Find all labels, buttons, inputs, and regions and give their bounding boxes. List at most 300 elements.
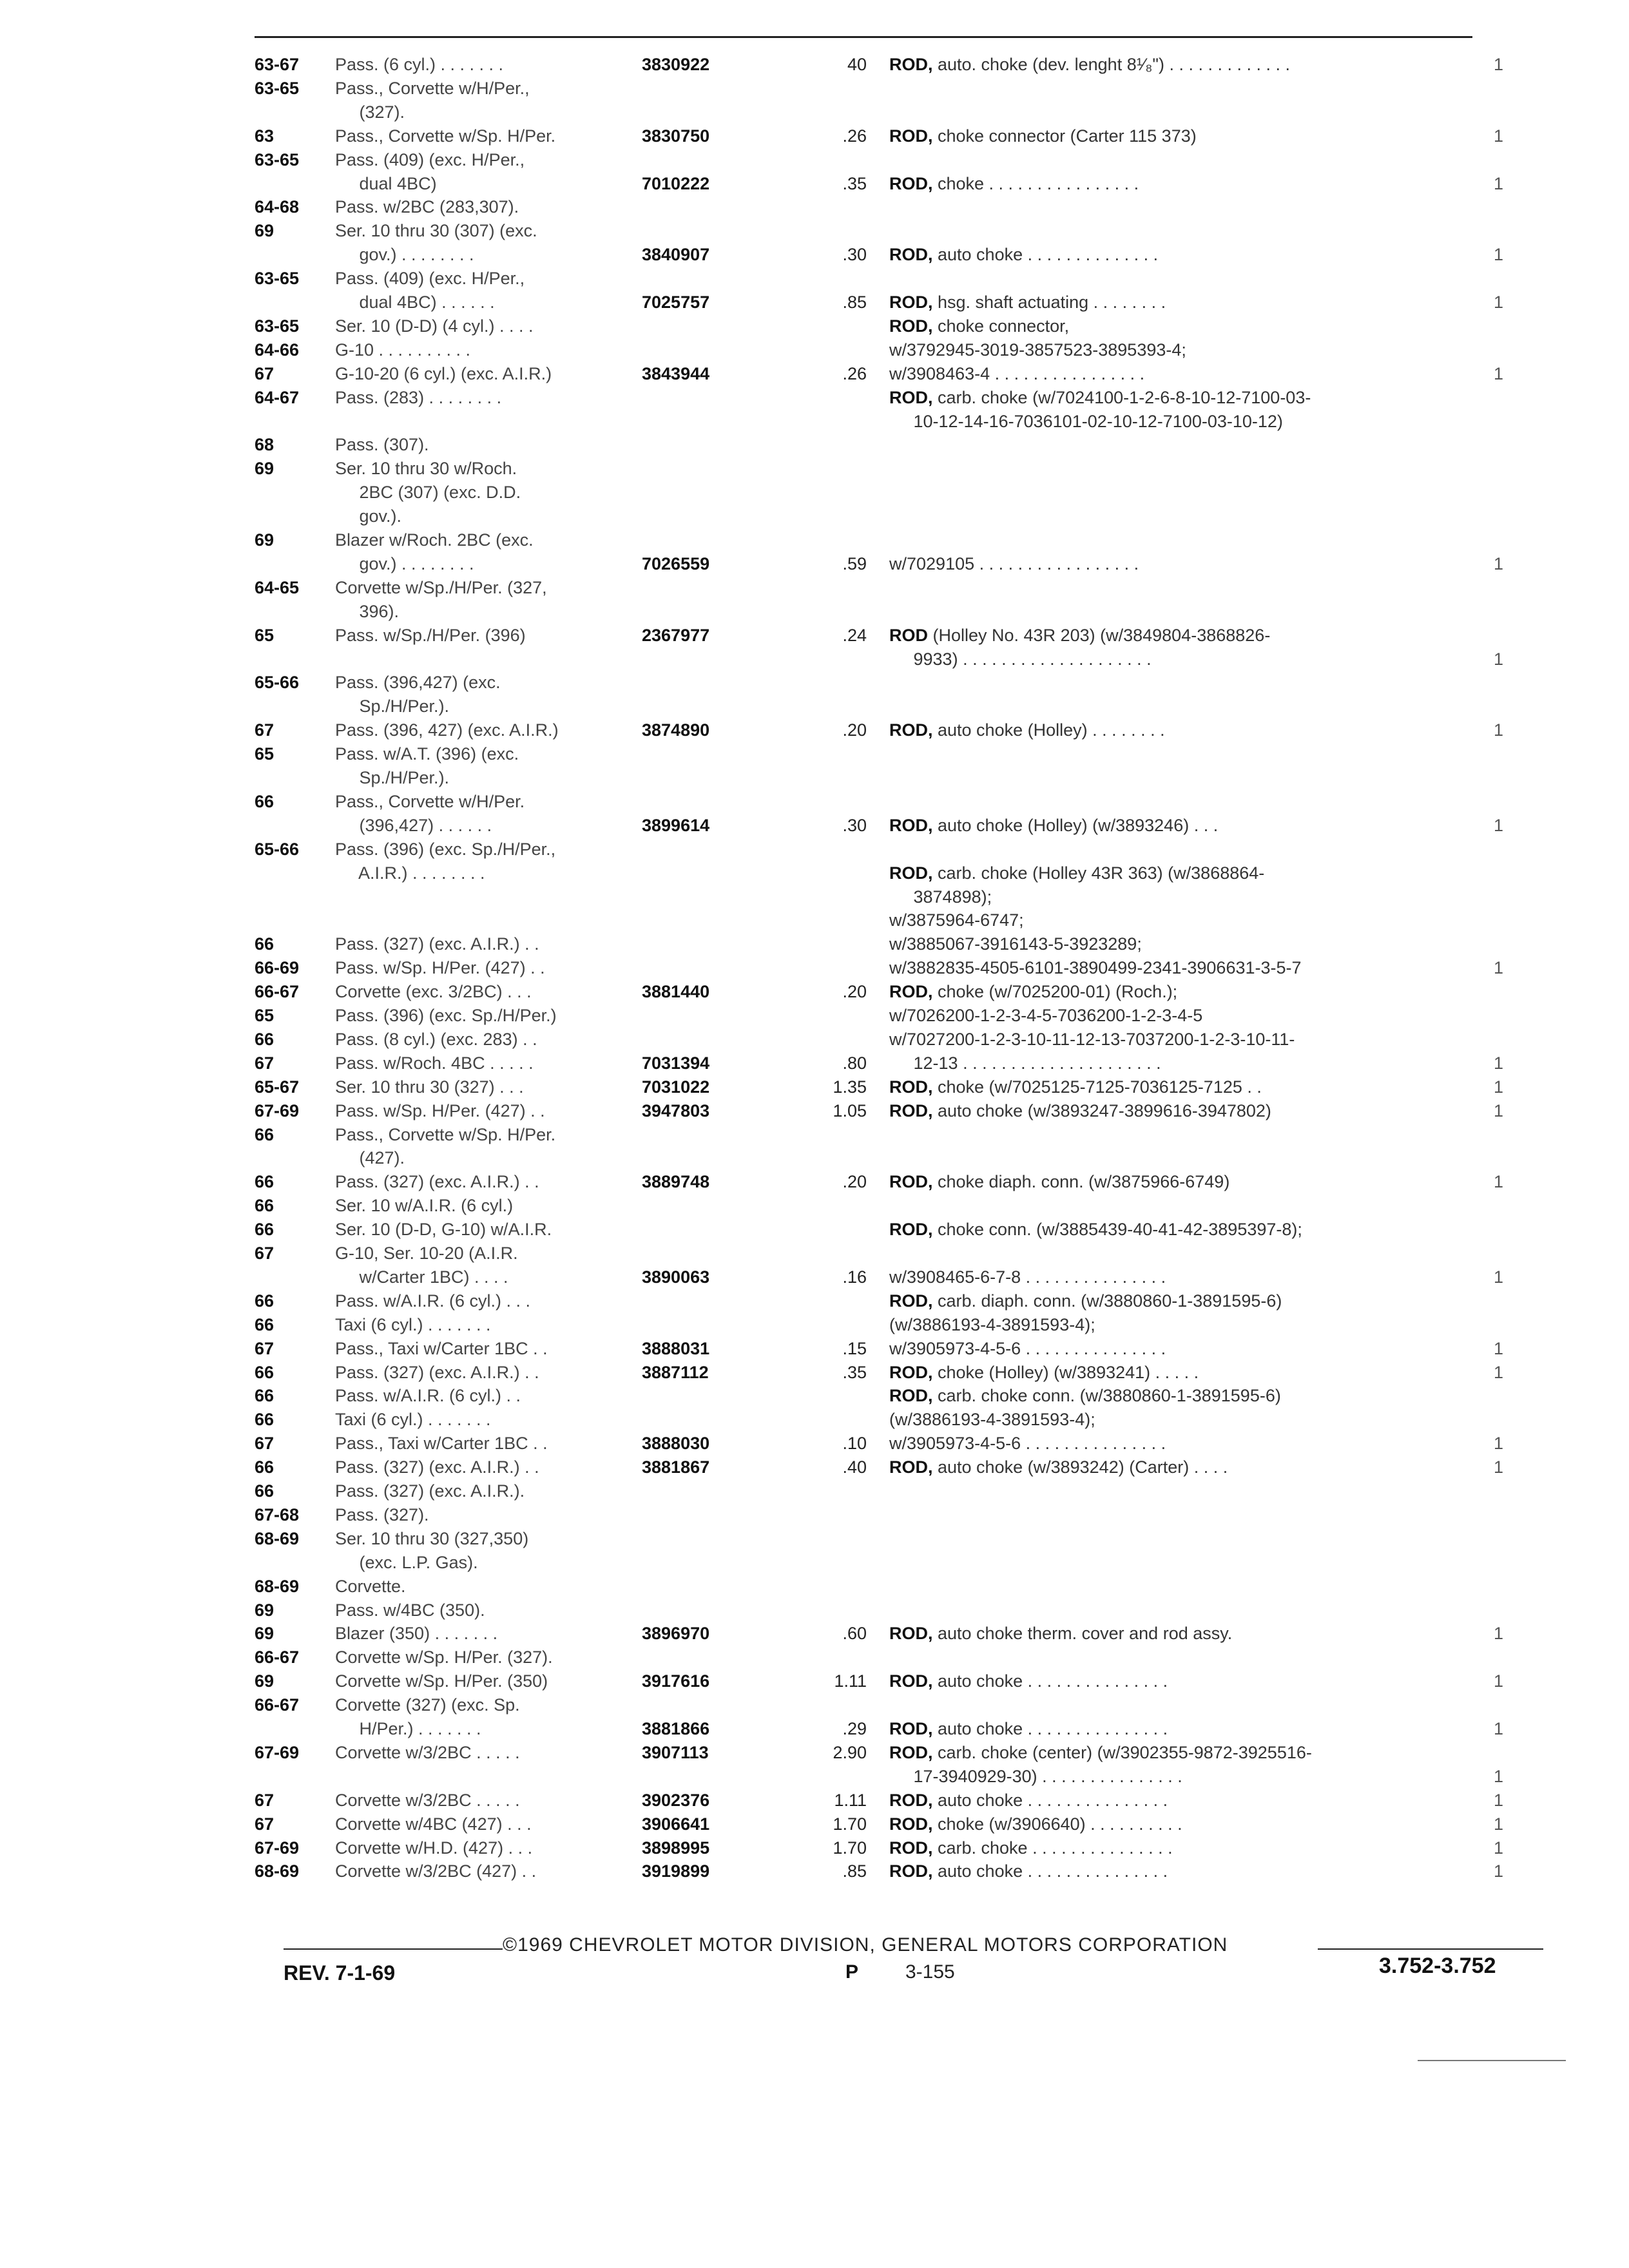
application-description: Corvette w/3/2BC . . . . . — [335, 1743, 520, 1762]
part-description — [889, 1717, 1168, 1740]
model-year: 69 — [255, 221, 275, 240]
part-number: 3881867 — [642, 1457, 710, 1477]
part-description — [889, 1836, 1173, 1860]
model-year: 67-69 — [255, 1743, 300, 1762]
table-row — [0, 1432, 1629, 1455]
part-number: 3881866 — [642, 1719, 710, 1738]
part-description — [889, 648, 1152, 671]
application-description: Pass. (396,427) (exc. — [335, 673, 501, 692]
quantity: 1 — [1494, 649, 1504, 669]
list-price: .26 — [842, 364, 867, 383]
part-detail: choke conn. (w/3885439-40-41-42-3895397-8); — [932, 1220, 1302, 1239]
application-description: Pass. (409) (exc. H/Per., — [335, 269, 525, 288]
table-row — [0, 671, 1629, 694]
table-row — [0, 1028, 1629, 1051]
model-year: 63-65 — [255, 316, 300, 336]
application-description: (exc. L.P. Gas). — [335, 1553, 478, 1572]
model-year: 65 — [255, 626, 275, 645]
table-row — [0, 1146, 1629, 1169]
table-row — [0, 1265, 1629, 1289]
list-price: 1.05 — [833, 1101, 867, 1120]
application-description: Pass. w/Sp./H/Per. (396) — [335, 626, 526, 645]
application-description: Pass., Corvette w/H/Per., — [335, 79, 530, 98]
quantity: 1 — [1494, 1267, 1504, 1287]
model-year: 66 — [255, 1030, 275, 1049]
part-description — [889, 1432, 1166, 1455]
part-name: ROD, — [889, 293, 933, 312]
application-description: w/Carter 1BC) . . . . — [335, 1267, 508, 1287]
part-detail: (Holley No. 43R 203) (w/3849804-3868826- — [928, 626, 1271, 645]
part-detail: auto choke (Holley) . . . . . . . . — [932, 720, 1165, 740]
application-description: Pass., Taxi w/Carter 1BC . . — [335, 1339, 548, 1358]
application-description: Pass. (327) (exc. A.I.R.) . . — [335, 934, 539, 954]
model-year: 66 — [255, 1481, 275, 1501]
model-year: 63-65 — [255, 79, 300, 98]
list-price: .16 — [842, 1267, 867, 1287]
table-row — [0, 1170, 1629, 1193]
model-year: 69 — [255, 459, 275, 478]
list-price: 1.70 — [833, 1814, 867, 1834]
table-row — [0, 908, 1629, 932]
part-detail: choke . . . . . . . . . . . . . . . . — [932, 174, 1139, 193]
part-description — [889, 1456, 1228, 1479]
part-name: ROD, — [889, 126, 933, 146]
part-detail: w/7029105 . . . . . . . . . . . . . . . . . — [889, 554, 1139, 573]
top-rule — [255, 36, 1472, 38]
table-row — [0, 1527, 1629, 1550]
list-price: .20 — [842, 1172, 867, 1191]
part-description — [889, 314, 1069, 338]
model-year: 65-66 — [255, 840, 300, 859]
table-row — [0, 1123, 1629, 1146]
table-row — [0, 53, 1629, 76]
application-description: Ser. 10 thru 30 w/Roch. — [335, 459, 517, 478]
part-description — [889, 1622, 1232, 1645]
quantity: 1 — [1494, 720, 1504, 740]
part-name: ROD, — [889, 816, 933, 835]
model-year: 66-67 — [255, 1695, 300, 1715]
table-row — [0, 932, 1629, 956]
model-year: 68 — [255, 435, 275, 454]
part-name: ROD, — [889, 1291, 933, 1311]
part-detail: auto choke . . . . . . . . . . . . . . — [932, 245, 1159, 264]
part-description — [889, 124, 1197, 148]
table-row — [0, 861, 1629, 885]
application-description: Sp./H/Per.). — [335, 768, 450, 787]
application-description: Pass. w/Sp. H/Per. (427) . . — [335, 1101, 545, 1120]
part-number: 7025757 — [642, 293, 710, 312]
part-detail: carb. choke (center) (w/3902355-9872-3925516- — [932, 1743, 1312, 1762]
model-year: 66 — [255, 1315, 275, 1334]
list-price: .29 — [842, 1719, 867, 1738]
application-description: Corvette (exc. 3/2BC) . . . — [335, 982, 532, 1001]
table-row — [0, 1741, 1629, 1764]
table-row — [0, 1289, 1629, 1312]
model-year: 66 — [255, 1410, 275, 1429]
application-description: Pass. (396) (exc. Sp./H/Per.) — [335, 1006, 557, 1025]
application-description: Pass. w/A.I.R. (6 cyl.) . . . — [335, 1291, 531, 1311]
part-number: 3840907 — [642, 245, 710, 264]
part-number: 3888031 — [642, 1339, 710, 1358]
model-year: 66-69 — [255, 958, 300, 977]
part-detail: 10-12-14-16-7036101-02-10-12-7100-03-10-12) — [889, 412, 1283, 431]
quantity: 1 — [1494, 1101, 1504, 1120]
model-year: 67 — [255, 1434, 275, 1453]
model-year: 66 — [255, 1291, 275, 1311]
model-year: 65-67 — [255, 1077, 300, 1097]
application-description: Ser. 10 thru 30 (307) (exc. — [335, 221, 537, 240]
quantity: 1 — [1494, 1172, 1504, 1191]
model-year: 67-69 — [255, 1838, 300, 1858]
part-number: 2367977 — [642, 626, 710, 645]
table-row — [0, 433, 1629, 456]
part-description — [889, 1170, 1229, 1193]
list-price: 40 — [847, 55, 867, 74]
part-detail: choke (w/7025125-7125-7036125-7125 . . — [932, 1077, 1262, 1097]
model-year: 63-67 — [255, 55, 300, 74]
part-name: ROD, — [889, 1861, 933, 1881]
list-price: .20 — [842, 720, 867, 740]
list-price: .20 — [842, 982, 867, 1001]
model-year: 64-65 — [255, 578, 300, 597]
application-description: Corvette. — [335, 1577, 406, 1596]
part-name: ROD, — [889, 245, 933, 264]
part-description — [889, 1028, 1295, 1051]
application-description: Pass. w/Sp. H/Per. (427) . . — [335, 958, 545, 977]
quantity: 1 — [1494, 1624, 1504, 1643]
table-row — [0, 1099, 1629, 1122]
part-name: ROD, — [889, 982, 933, 1001]
part-description — [889, 932, 1142, 956]
table-row — [0, 814, 1629, 837]
footer-rule-left — [284, 1948, 503, 1950]
part-description — [889, 1289, 1282, 1312]
part-description — [889, 908, 1024, 932]
table-row — [0, 695, 1629, 718]
part-detail: auto choke therm. cover and rod assy. — [932, 1624, 1233, 1643]
part-name: ROD, — [889, 1077, 933, 1097]
part-number: 7010222 — [642, 174, 710, 193]
quantity: 1 — [1494, 1339, 1504, 1358]
part-detail: w/3792945-3019-3857523-3895393-4; — [889, 340, 1186, 360]
part-description — [889, 1052, 1161, 1075]
part-name: ROD, — [889, 1624, 933, 1643]
application-description: gov.) . . . . . . . . — [335, 245, 474, 264]
part-description — [889, 362, 1144, 385]
list-price: .35 — [842, 1363, 867, 1382]
list-price: .26 — [842, 126, 867, 146]
application-description: Pass. (6 cyl.) . . . . . . . — [335, 55, 504, 74]
part-description — [889, 1004, 1202, 1027]
part-detail: auto. choke (dev. lenght 8¹⁄₈") . . . . . . . . . . . . . — [932, 55, 1291, 74]
table-row — [0, 1575, 1629, 1598]
application-description: Pass. w/2BC (283,307). — [335, 197, 519, 216]
part-detail: auto choke . . . . . . . . . . . . . . . — [932, 1791, 1168, 1810]
list-price: .35 — [842, 174, 867, 193]
part-description — [889, 1669, 1168, 1693]
part-description — [889, 386, 1311, 409]
part-number: 3843944 — [642, 364, 710, 383]
table-row — [0, 195, 1629, 218]
page-letter: P — [845, 1961, 859, 1983]
part-name: ROD, — [889, 1386, 933, 1405]
table-row — [0, 1551, 1629, 1574]
table-row — [0, 1075, 1629, 1099]
part-name: ROD, — [889, 55, 933, 74]
model-year: 67-69 — [255, 1101, 300, 1120]
application-description: G-10, Ser. 10-20 (A.I.R. — [335, 1244, 518, 1263]
application-description: Pass. (327) (exc. A.I.R.). — [335, 1481, 525, 1501]
model-year: 66 — [255, 1386, 275, 1405]
table-row — [0, 1384, 1629, 1407]
part-description — [889, 1337, 1166, 1360]
copyright-line: ©1969 CHEVROLET MOTOR DIVISION, GENERAL MOTORS CORPORATION — [503, 1934, 1228, 1956]
part-description — [889, 814, 1218, 837]
application-description: Corvette (327) (exc. Sp. — [335, 1695, 520, 1715]
list-price: .15 — [842, 1339, 867, 1358]
part-detail: w/3905973-4-5-6 . . . . . . . . . . . . . . . — [889, 1339, 1166, 1358]
list-price: .59 — [842, 554, 867, 573]
application-description: A.I.R.) . . . . . . . . — [335, 863, 485, 883]
model-year: 68-69 — [255, 1529, 300, 1548]
part-description — [889, 410, 1283, 433]
part-description — [889, 53, 1290, 76]
table-row — [0, 219, 1629, 242]
table-row — [0, 742, 1629, 765]
model-year: 67 — [255, 1339, 275, 1358]
model-year: 63-65 — [255, 150, 300, 169]
quantity: 1 — [1494, 55, 1504, 74]
part-detail: choke connector, — [932, 316, 1070, 336]
part-description — [889, 172, 1139, 195]
table-row — [0, 1337, 1629, 1360]
model-year: 65-66 — [255, 673, 300, 692]
application-description: Taxi (6 cyl.) . . . . . . . — [335, 1410, 491, 1429]
part-description — [889, 861, 1264, 885]
part-number: 3919899 — [642, 1861, 710, 1881]
table-row — [0, 291, 1629, 314]
revision-date: REV. 7-1-69 — [284, 1961, 396, 1984]
list-price: .24 — [842, 626, 867, 645]
model-year: 63-65 — [255, 269, 300, 288]
list-price: .30 — [842, 816, 867, 835]
model-year: 67 — [255, 1814, 275, 1834]
part-description — [889, 1765, 1182, 1788]
part-name: ROD, — [889, 1220, 933, 1239]
application-description: Ser. 10 w/A.I.R. (6 cyl.) — [335, 1196, 514, 1215]
table-row — [0, 362, 1629, 385]
part-detail: (w/3886193-4-3891593-4); — [889, 1410, 1095, 1429]
application-description: Ser. 10 (D-D, G-10) w/A.I.R. — [335, 1220, 552, 1239]
part-description — [889, 1408, 1095, 1431]
part-number: 3881440 — [642, 982, 710, 1001]
model-year: 67-68 — [255, 1505, 300, 1524]
list-price: 2.90 — [833, 1743, 867, 1762]
list-price: 1.35 — [833, 1077, 867, 1097]
part-detail: choke (w/3906640) . . . . . . . . . . — [932, 1814, 1182, 1834]
group-number: 3.752-3.752 — [1379, 1954, 1496, 1978]
table-row — [0, 101, 1629, 124]
model-year: 64-67 — [255, 388, 300, 407]
part-number: 3907113 — [642, 1743, 709, 1762]
table-row — [0, 1004, 1629, 1027]
application-description: 2BC (307) (exc. D.D. — [335, 483, 521, 502]
list-price: .10 — [842, 1434, 867, 1453]
model-year: 66 — [255, 934, 275, 954]
application-description: Corvette w/3/2BC . . . . . — [335, 1791, 520, 1810]
application-description: Pass., Corvette w/Sp. H/Per. — [335, 1125, 556, 1144]
model-year: 69 — [255, 530, 275, 550]
table-row — [0, 1860, 1629, 1883]
part-detail: w/3908463-4 . . . . . . . . . . . . . . . . — [889, 364, 1145, 383]
list-price: .30 — [842, 245, 867, 264]
model-year: 67 — [255, 720, 275, 740]
table-row — [0, 1765, 1629, 1788]
application-description: Pass., Corvette w/H/Per. — [335, 792, 525, 811]
table-row — [0, 1479, 1629, 1503]
part-name: ROD, — [889, 1838, 933, 1858]
list-price: 1.70 — [833, 1838, 867, 1858]
table-row — [0, 457, 1629, 480]
application-description: Corvette w/H.D. (427) . . . — [335, 1838, 533, 1858]
application-description: (327). — [335, 102, 405, 122]
part-number: 7026559 — [642, 554, 710, 573]
table-row — [0, 838, 1629, 861]
table-row — [0, 1717, 1629, 1740]
part-detail: carb. choke . . . . . . . . . . . . . . . — [932, 1838, 1173, 1858]
table-row — [0, 1669, 1629, 1693]
part-name: ROD — [889, 626, 928, 645]
part-detail: w/3905973-4-5-6 . . . . . . . . . . . . . . . — [889, 1434, 1166, 1453]
part-detail: w/3885067-3916143-5-3923289; — [889, 934, 1142, 954]
part-name: ROD, — [889, 174, 933, 193]
application-description: Pass. w/4BC (350). — [335, 1600, 485, 1620]
part-detail: choke (w/7025200-01) (Roch.); — [932, 982, 1178, 1001]
part-detail: w/3875964-6747; — [889, 910, 1024, 930]
part-description — [889, 1384, 1281, 1407]
part-description — [889, 1265, 1166, 1289]
part-detail: w/3908465-6-7-8 . . . . . . . . . . . . . . . — [889, 1267, 1166, 1287]
application-description: Pass. (396, 427) (exc. A.I.R.) — [335, 720, 559, 740]
model-year: 67 — [255, 364, 275, 383]
quantity: 1 — [1494, 1363, 1504, 1382]
model-year: 66 — [255, 1125, 275, 1144]
application-description: Corvette w/3/2BC (427) . . — [335, 1861, 537, 1881]
application-description: Corvette w/4BC (427) . . . — [335, 1814, 532, 1834]
quantity: 1 — [1494, 174, 1504, 193]
model-year: 66 — [255, 1363, 275, 1382]
table-row — [0, 1503, 1629, 1526]
part-number: 3947803 — [642, 1101, 710, 1120]
part-detail: auto choke . . . . . . . . . . . . . . . — [932, 1671, 1168, 1691]
application-description: H/Per.) . . . . . . . — [335, 1719, 481, 1738]
list-price: .85 — [842, 1861, 867, 1881]
part-detail: w/7027200-1-2-3-10-11-12-13-7037200-1-2-3-10-11- — [889, 1030, 1295, 1049]
part-detail: w/3882835-4505-6101-3890499-2341-3906631-3-5-7 — [889, 958, 1302, 977]
part-detail: carb. choke (Holley 43R 363) (w/3868864- — [932, 863, 1265, 883]
list-price: 1.11 — [834, 1671, 867, 1691]
model-year: 69 — [255, 1624, 275, 1643]
quantity: 1 — [1494, 1077, 1504, 1097]
application-description: Pass., Taxi w/Carter 1BC . . — [335, 1434, 548, 1453]
table-row — [0, 1622, 1629, 1645]
part-number: 3896970 — [642, 1624, 710, 1643]
part-detail: carb. diaph. conn. (w/3880860-1-3891595-6) — [932, 1291, 1282, 1311]
quantity: 1 — [1494, 554, 1504, 573]
part-detail: hsg. shaft actuating . . . . . . . . — [932, 293, 1166, 312]
footer-rule-right — [1318, 1948, 1543, 1950]
application-description: Sp./H/Per.). — [335, 697, 450, 716]
part-detail: carb. choke conn. (w/3880860-1-3891595-6) — [932, 1386, 1281, 1405]
list-price: .85 — [842, 293, 867, 312]
part-name: ROD, — [889, 1363, 933, 1382]
part-detail: auto choke (w/3893242) (Carter) . . . . — [932, 1457, 1228, 1477]
part-detail: auto choke . . . . . . . . . . . . . . . — [932, 1719, 1168, 1738]
model-year: 69 — [255, 1600, 275, 1620]
model-year: 65 — [255, 1006, 275, 1025]
model-year: 66 — [255, 1172, 275, 1191]
table-row — [0, 243, 1629, 266]
table-row — [0, 386, 1629, 409]
table-row — [0, 124, 1629, 148]
part-number: 3917616 — [642, 1671, 710, 1691]
application-description: dual 4BC) — [335, 174, 437, 193]
part-name: ROD, — [889, 1101, 933, 1120]
application-description: Pass. (327). — [335, 1505, 429, 1524]
part-number: 3899614 — [642, 816, 710, 835]
application-description: Pass. (307). — [335, 435, 429, 454]
application-description: Pass. w/Roch. 4BC . . . . . — [335, 1053, 534, 1073]
list-price: .80 — [842, 1053, 867, 1073]
table-row — [0, 172, 1629, 195]
table-row — [0, 1456, 1629, 1479]
application-description: gov.). — [335, 506, 402, 526]
application-description: Pass. (8 cyl.) (exc. 283) . . — [335, 1030, 537, 1049]
table-row — [0, 552, 1629, 575]
table-row — [0, 148, 1629, 171]
model-year: 66 — [255, 792, 275, 811]
part-number: 3830922 — [642, 55, 710, 74]
part-description — [889, 885, 992, 908]
part-description — [889, 980, 1177, 1003]
application-description: Pass. w/A.T. (396) (exc. — [335, 744, 519, 764]
quantity: 1 — [1494, 293, 1504, 312]
application-description: Pass. w/A.I.R. (6 cyl.) . . — [335, 1386, 521, 1405]
quantity: 1 — [1494, 1719, 1504, 1738]
part-description — [889, 1812, 1182, 1836]
part-detail: auto choke . . . . . . . . . . . . . . . — [932, 1861, 1168, 1881]
part-detail: auto choke (w/3893247-3899616-3947802) — [932, 1101, 1271, 1120]
part-name: ROD, — [889, 1719, 933, 1738]
part-name: ROD, — [889, 720, 933, 740]
application-description: (396,427) . . . . . . — [335, 816, 492, 835]
list-price: .60 — [842, 1624, 867, 1643]
application-description: Pass. (283) . . . . . . . . — [335, 388, 502, 407]
part-number: 3890063 — [642, 1267, 710, 1287]
part-detail: 17-3940929-30) . . . . . . . . . . . . . . . — [889, 1767, 1182, 1786]
application-description: Corvette w/Sp. H/Per. (327). — [335, 1648, 553, 1667]
table-row — [0, 77, 1629, 100]
part-description — [889, 1313, 1095, 1336]
part-name: ROD, — [889, 1814, 933, 1834]
application-description: Ser. 10 thru 30 (327) . . . — [335, 1077, 524, 1097]
part-name: ROD, — [889, 388, 933, 407]
table-row — [0, 528, 1629, 552]
part-description — [889, 718, 1165, 742]
quantity: 1 — [1494, 126, 1504, 146]
part-name: ROD, — [889, 316, 933, 336]
part-description — [889, 624, 1270, 647]
